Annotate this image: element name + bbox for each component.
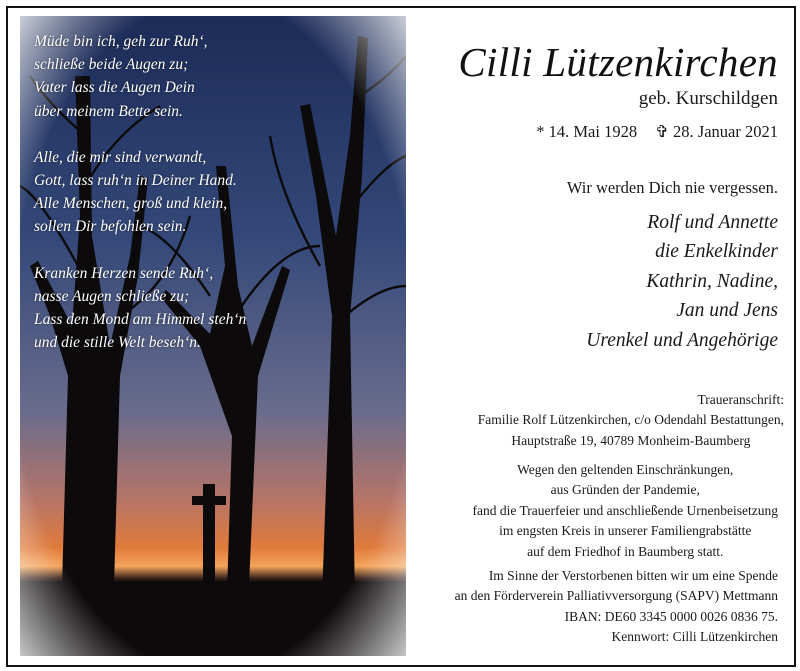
funeral-info: [472, 460, 778, 562]
donation-keyword: Kennwort: Cilli Lützenkirchen: [611, 629, 778, 645]
poem-stanza: [34, 146, 394, 239]
address-heading: Traueranschrift:: [697, 392, 784, 407]
address-line: Hauptstraße 19, 40789 Monheim-Baumberg: [511, 432, 751, 448]
poem-line: Alle, die mir sind verwandt,: [34, 148, 207, 166]
donation-line: an den Förderverein Palliativversorgung (SAPV) Mettmann: [454, 588, 778, 604]
poem-line: Gott, lass ruh‘n in Deiner Hand.: [34, 172, 237, 190]
mourner-line: Jan und Jens: [676, 300, 778, 322]
info-line: im engsten Kreis in unserer Familiengrabstätte: [499, 523, 752, 539]
poem-line: und die stille Welt beseh‘n.: [34, 334, 201, 352]
life-dates: [536, 122, 778, 142]
mourning-address: [478, 390, 784, 451]
donation-info: [455, 566, 778, 648]
deceased-name: Cilli Lützenkirchen: [458, 39, 778, 85]
poem-line: Müde bin ich, geh zur Ruh‘,: [34, 33, 208, 50]
birth-name: geb. Kurschildgen: [638, 88, 778, 109]
poem-line: Lass den Mond am Himmel steh‘n: [34, 311, 247, 329]
poem: [34, 30, 394, 377]
poem-line: über meinem Bette sein.: [34, 102, 183, 120]
motto: Wir werden Dich nie vergessen.: [566, 178, 778, 197]
mourner-line: Rolf und Annette: [647, 212, 778, 233]
info-line: Wegen den geltenden Einschränkungen,: [517, 462, 734, 477]
death-date: ✞ 28. Januar 2021: [655, 122, 778, 141]
info-line: aus Gründen der Pandemie,: [550, 482, 700, 498]
poem-line: Kranken Herzen sende Ruh‘,: [34, 264, 214, 282]
address-line: Familie Rolf Lützenkirchen, c/o Odendahl Bestattungen,: [477, 412, 784, 428]
obituary-frame: [6, 6, 796, 667]
mourner-line: die Enkelkinder: [655, 241, 778, 263]
info-line: auf dem Friedhof in Baumberg statt.: [527, 543, 724, 559]
poem-stanza: [34, 262, 394, 355]
sunset-trees-photo: [20, 16, 406, 656]
poem-line: sollen Dir befohlen sein.: [34, 218, 187, 236]
poem-stanza: [34, 30, 394, 123]
poem-line: Alle Menschen, groß und klein,: [34, 195, 228, 213]
mourner-line: Kathrin, Nadine,: [646, 270, 778, 292]
poem-line: schließe beide Augen zu;: [34, 56, 189, 74]
info-line: fand die Trauerfeier und anschließende Urnenbeisetzung: [472, 502, 778, 518]
mourners-list: [586, 208, 778, 355]
poem-line: nasse Augen schließe zu;: [34, 287, 190, 305]
donation-line: Im Sinne der Verstorbenen bitten wir um eine Spende: [488, 568, 778, 583]
birth-date: * 14. Mai 1928: [536, 122, 638, 141]
donation-iban: IBAN: DE60 3345 0000 0026 0836 75.: [564, 608, 778, 624]
mourner-line: Urenkel und Angehörige: [586, 329, 778, 351]
poem-line: Vater lass die Augen Dein: [34, 79, 195, 97]
notice-panel: [413, 8, 784, 665]
